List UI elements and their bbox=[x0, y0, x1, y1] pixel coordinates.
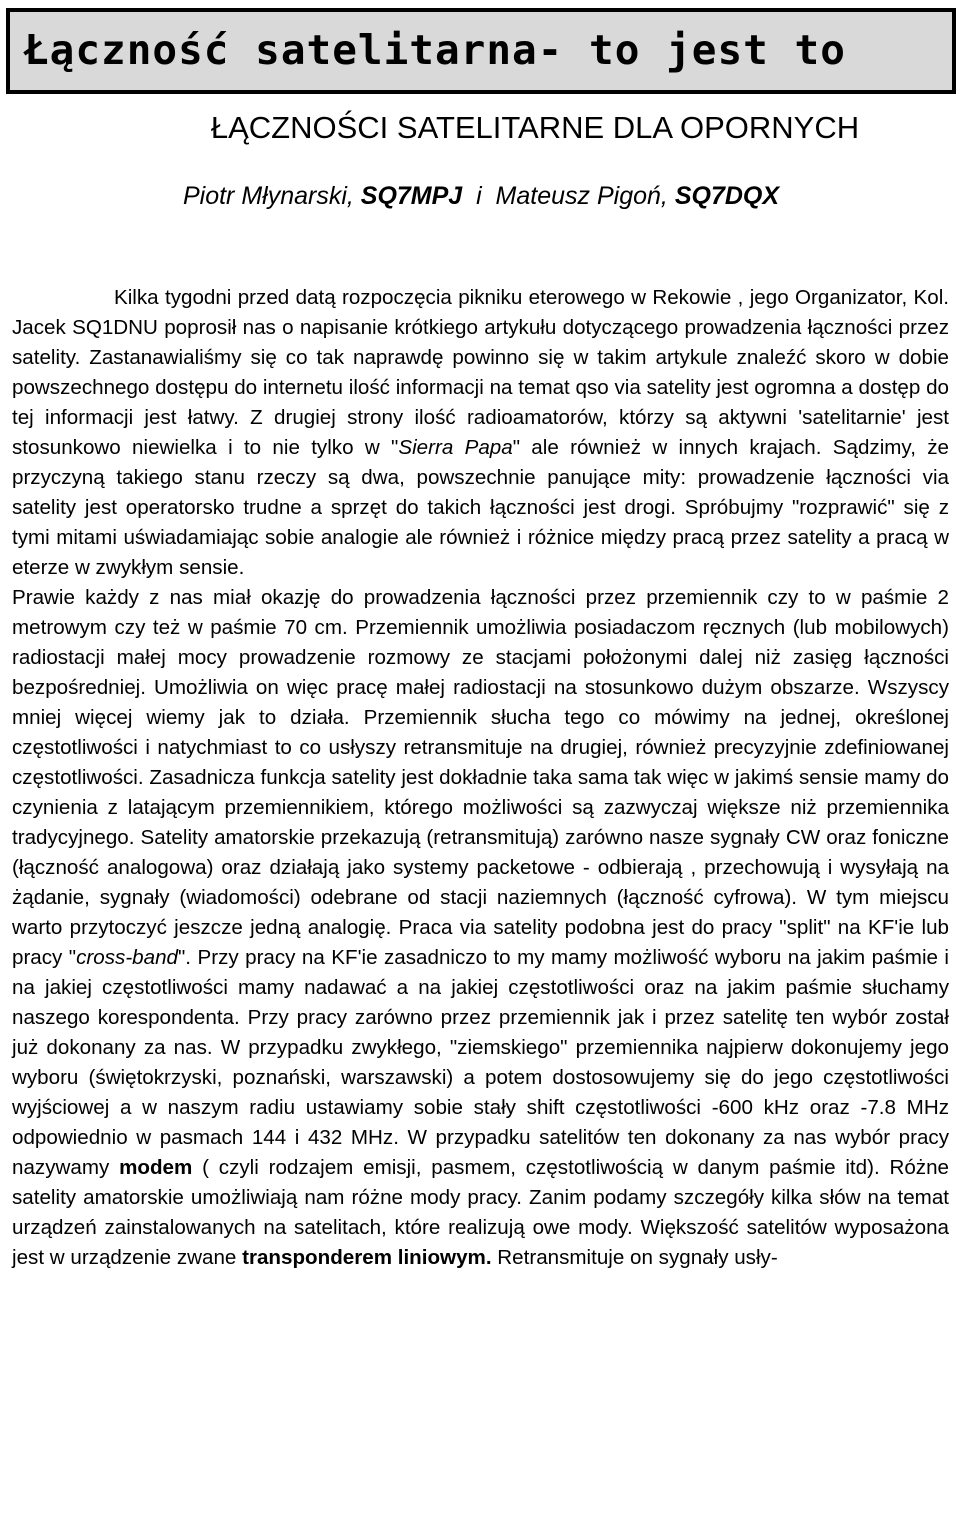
paragraph-2-part-4: Retransmituje on sygnały usły- bbox=[491, 1246, 778, 1269]
cross-band-term: cross-band bbox=[76, 946, 178, 969]
header-banner bbox=[6, 8, 956, 94]
article-body bbox=[12, 283, 949, 1273]
article-title: ŁĄCZNOŚCI SATELITARNE DLA OPORNYCH bbox=[210, 110, 860, 145]
paragraph-2-part-2: ". Przy pracy na KF'ie zasadniczo to my mamy możliwość wyboru na jakim paśmie i na jakiej częstotliwości mamy nadawać a na jakiej częstotliwości oraz na jakim paśmie słuchamy naszego korespondenta. Przy pracy zarówno przez przemiennik jak i przez satelitę ten wybór został już dokonany za nas. W przypadku zwykłego, "ziemskiego" przemiennika najpierw dokonujemy jego wyboru (świętokrzyski, poznański, warszawski) a potem dostosowujemy się do jego częstotliwości wyjściowej a w naszym radiu ustawiamy sobie stały shift częstotliwości -600 kHz oraz -7.8 MHz odpowiednio w pasmach 144 i 432 MHz. W przypadku satelitów ten dokonany za nas wybór pracy nazywamy bbox=[12, 946, 949, 1179]
paragraph-2-part-1: Prawie każdy z nas miał okazję do prowadzenia łączności przez przemiennik czy to w paśmie 2 metrowym czy też w paśmie 70 cm. Przemiennik umożliwia posiadaczom ręcznych (lub mobilowych) radiostacji małej mocy prowadzenie rozmowy ze stacjami położonymi dalej niż zasięg łączności bezpośredniej. Umożliwia on więc pracę małej radiostacji na stosunkowo dużym obszarze. Wszyscy mniej więcej wiemy jak to działa. Przemiennik słucha tego co mówimy na jednej, określonej częstotliwości i natychmiast to co usłyszy retransmituje na drugiej, również precyzyjnie zdefiniowanej częstotliwości. Zasadnicza funkcja satelity jest dokładnie taka sama tak więc w jakimś sensie mamy do czynienia z latającym przemiennikiem, którego możliwości są zazwyczaj większe niż przemiennika tradycyjnego. Satelity amatorskie przekazują (retransmitują) zarówno nasze sygnały CW oraz foniczne (łączność analogowa) oraz działają jako systemy packetowe - odbierają , przechowują i wysyłają na żądanie, sygnały (wiadomości) odebrane od stacji naziemnych (łączność cyfrowa). W tym miejscu warto przytoczyć jeszcze jedną analogię. Praca via satelity podobna jest do pracy "split" na KF'ie lub pracy " bbox=[12, 586, 949, 969]
callsign-1: SQ7MPJ bbox=[360, 182, 463, 210]
paragraph-1-part-1: Kilka tygodni przed datą rozpoczęcia pikniku eterowego w Rekowie , jego Organizator, Kol. Jacek SQ1DNU poprosił nas o napisanie krótkiego artykułu dotyczącego prowadzenia łączności przez satelity. Zastanawialiśmy się co tak naprawdę powinno się w takim artykule znaleźć skoro w dobie powszechnego dostępu do internetu ilość informacji na temat qso via satelity jest ogromna a dostęp do tej informacji jest łatwy. Z drugiej strony ilość radioamatorów, którzy są aktywni 'satelitarnie' jest stosunkowo niewielka i to nie tylko w " bbox=[12, 286, 949, 459]
sierra-papa-term: Sierra Papa bbox=[398, 436, 513, 459]
header-title: Łączność satelitarna- to jest to bbox=[24, 26, 846, 74]
authors-conjunction: i Mateusz Pigoń, bbox=[462, 182, 675, 210]
paragraph-2 bbox=[12, 583, 949, 1273]
modem-term: modem bbox=[119, 1156, 193, 1179]
callsign-2: SQ7DQX bbox=[674, 182, 780, 210]
author-1: Piotr Młynarski, bbox=[182, 182, 361, 210]
transponder-term: transponderem liniowym. bbox=[242, 1246, 492, 1269]
paragraph-2-part-3: ( czyli rodzajem emisji, pasmem, częstotliwością w danym paśmie itd). Różne satelity amatorskie umożliwiają nam różne mody pracy. Zanim podamy szczegóły kilka słów na temat urządzeń zainstalowanych na satelitach, które realizują owe mody. Większość satelitów wyposażona jest w urządzenie zwane bbox=[12, 1156, 950, 1269]
paragraph-1 bbox=[12, 283, 949, 583]
article-authors bbox=[0, 182, 960, 211]
paragraph-1-part-2: " ale również w innych krajach. Sądzimy, że przyczyną takiego stanu rzeczy są dwa, powszechnie panujące mity: prowadzenie łączności via satelity jest operatorsko trudne a sprzęt do takich łączności jest drogi. Spróbujmy "rozprawić" się z tymi mitami uświadamiając sobie analogie ale również i różnice między pracą przez satelity a pracą w eterze w zwykłym sensie. bbox=[12, 436, 949, 579]
